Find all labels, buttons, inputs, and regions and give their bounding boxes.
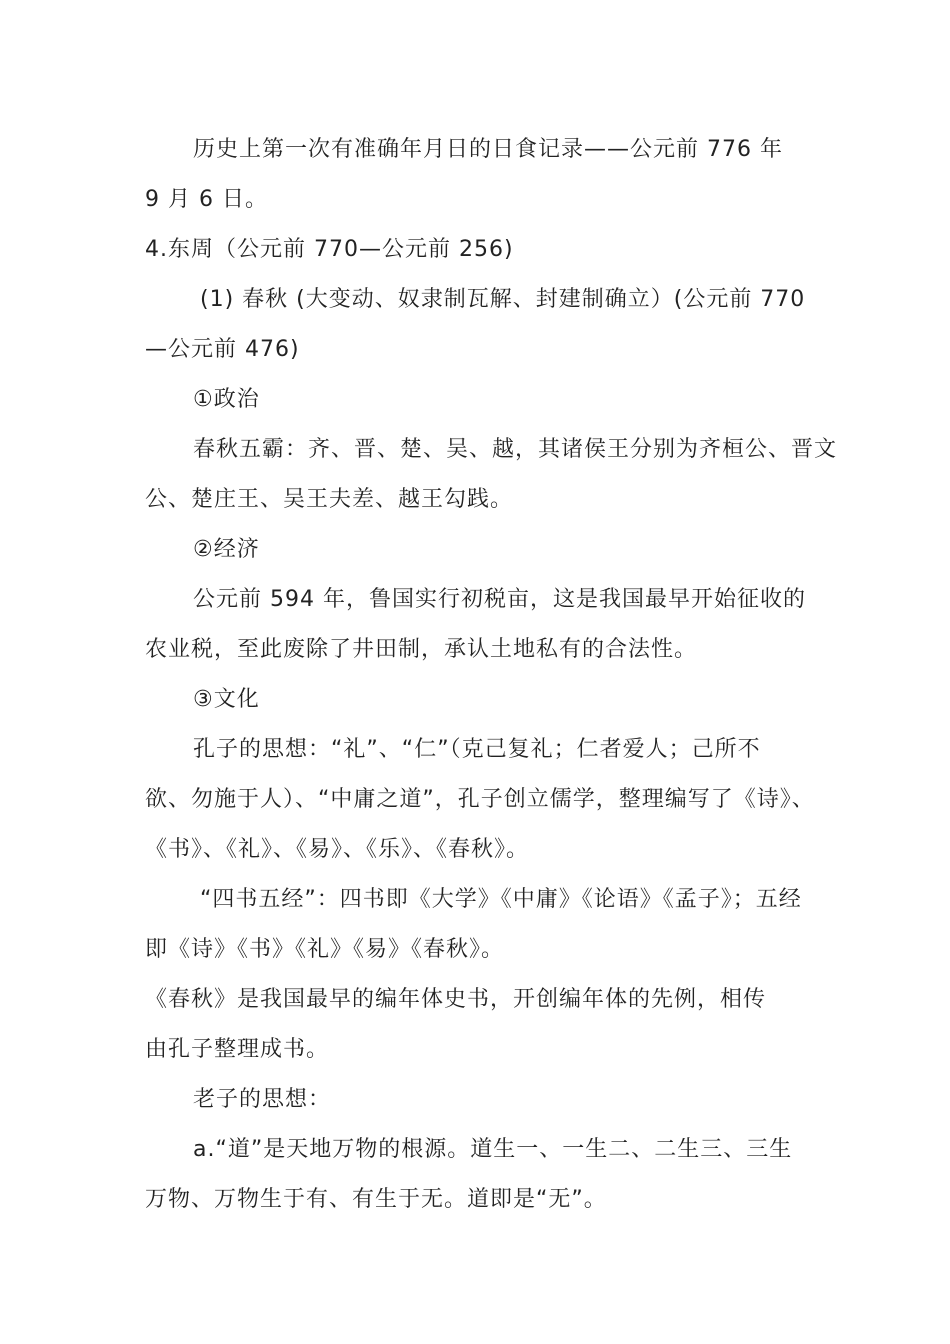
paragraph-line: 公、楚庄王、吴王夫差、越王勾践。 (145, 487, 514, 512)
section-heading: 4.东周（公元前 770—公元前 256) (145, 237, 514, 262)
paragraph-line: 春秋五霸：齐、晋、楚、吴、越，其诸侯王分别为齐桓公、晋文 (193, 437, 838, 462)
paragraph-line: 万物、万物生于有、有生于无。道即是“无”。 (145, 1187, 607, 1212)
paragraph-line: 老子的思想： (193, 1087, 332, 1112)
paragraph-line: 历史上第一次有准确年月日的日食记录——公元前 776 年 (193, 137, 783, 162)
item-heading-culture: ③文化 (193, 687, 260, 712)
paragraph-line: “四书五经”：四书即《大学》《中庸》《论语》《孟子》；五经 (200, 887, 802, 912)
paragraph-line: 《春秋》是我国最早的编年体史书，开创编年体的先例，相传 (145, 987, 767, 1012)
paragraph-line: 欲、勿施于人）、“中庸之道”，孔子创立儒学，整理编写了《诗》、 (145, 787, 815, 812)
item-heading-economy: ②经济 (193, 537, 260, 562)
item-heading-politics: ①政治 (193, 387, 260, 412)
paragraph-line: 公元前 594 年，鲁国实行初税亩，这是我国最早开始征收的 (193, 587, 806, 612)
paragraph-line: 《书》、《礼》、《易》、《乐》、《春秋》。 (145, 837, 530, 862)
paragraph-line: a.“道”是天地万物的根源。道生一、一生二、二生三、三生 (193, 1137, 793, 1162)
paragraph-line: 孔子的思想：“礼”、“仁”（克己复礼；仁者爱人；己所不 (193, 737, 761, 762)
paragraph-line: 农业税，至此废除了井田制，承认土地私有的合法性。 (145, 637, 698, 662)
subsection-heading: (1) 春秋 (大变动、奴隶制瓦解、封建制确立）(公元前 770 (200, 287, 806, 312)
paragraph-line: 即《诗》《书》《礼》《易》《春秋》。 (145, 937, 505, 962)
paragraph-line: 9 月 6 日。 (145, 187, 268, 212)
subsection-heading-cont: —公元前 476) (145, 337, 300, 362)
paragraph-line: 由孔子整理成书。 (145, 1037, 330, 1062)
